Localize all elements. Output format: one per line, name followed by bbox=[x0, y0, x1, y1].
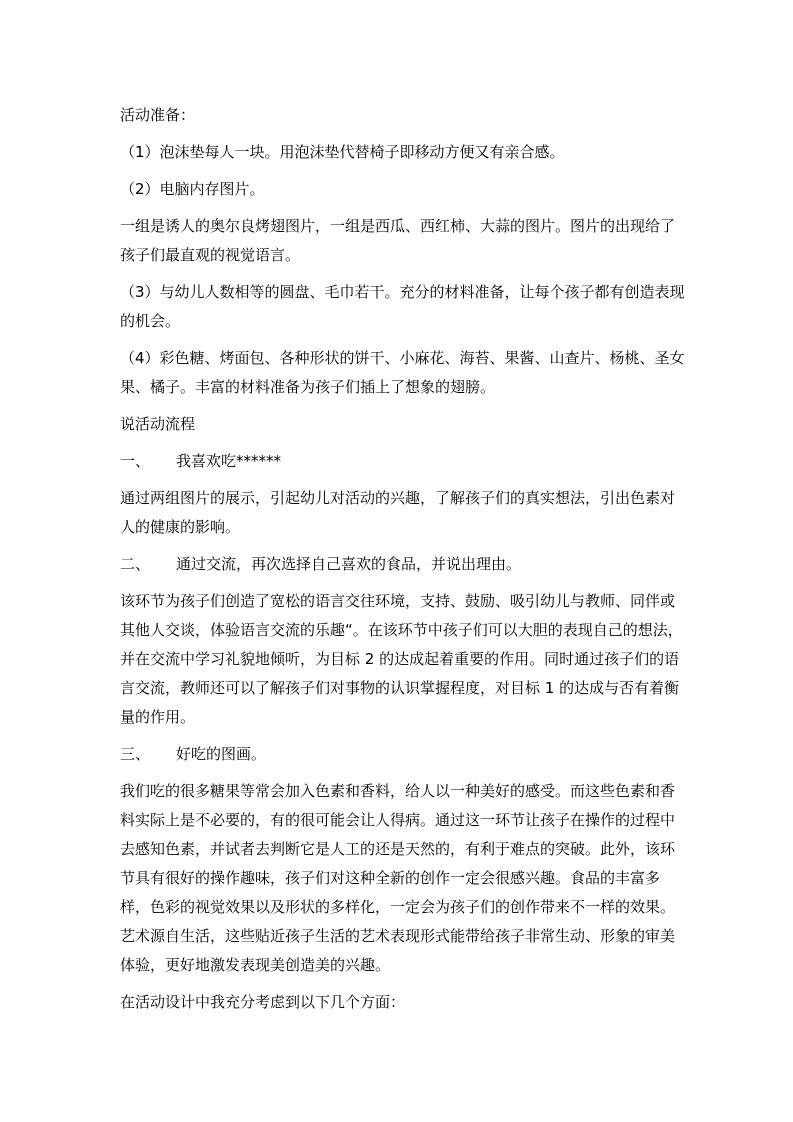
step-title: 我喜欢吃****** bbox=[176, 452, 282, 470]
step-title: 通过交流，再次选择自己喜欢的食品，并说出理由。 bbox=[176, 555, 522, 573]
section-heading-process: 说活动流程 bbox=[120, 415, 196, 433]
process-step-2-body: 该环节为孩子们创造了宽松的语言交往环境，支持、鼓励、吸引幼儿与教师、同伴或其他人交谈，体验语言交流的乐趣“。在该环节中孩子们可以大胆的表现自己的想法，并在交流中学习礼貌地倾听，为目标 2 的达成起着重要的作用。同时通过孩子们的语言交流，教师还可以了解孩子们对事物的认识掌握程度，对目标 1 的达成与否有着衡量的作用。 bbox=[120, 592, 683, 726]
preparation-item-3: （3）与幼儿人数相等的圆盘、毛巾若干。充分的材料准备，让每个孩子都有创造表现的机会。 bbox=[120, 283, 685, 330]
document-body bbox=[120, 101, 685, 1025]
step-number: 一、 bbox=[120, 452, 151, 470]
process-step-1-body: 通过两组图片的展示，引起幼儿对活动的兴趣，了解孩子们的真实想法，引出色素对人的健康的影响。 bbox=[120, 489, 676, 536]
step-title: 好吃的图画。 bbox=[176, 745, 267, 763]
process-step-3-heading bbox=[120, 740, 685, 769]
process-step-1-heading bbox=[120, 447, 685, 476]
section-heading-preparation: 活动准备： bbox=[120, 106, 196, 124]
preparation-item-2: （2）电脑内存图片。 bbox=[120, 180, 265, 198]
step-number: 二、 bbox=[120, 555, 151, 573]
preparation-item-4: （4）彩色糖、烤面包、各种形状的饼干、小麻花、海苔、果酱、山查片、杨桃、圣女果、橘子。丰富的材料准备为孩子们插上了想象的翅膀。 bbox=[120, 349, 685, 396]
process-step-3-body: 我们吃的很多糖果等常会加入色素和香料，给人以一种美好的感受。而这些色素和香料实际上是不必要的，有的很可能会让人得病。通过这一环节让孩子在操作的过程中去感知色素，并试者去判断它是人工的还是天然的，有利于难点的突破。此外，该环节具有很好的操作趣味，孩子们对这种全新的创作一定会很感兴趣。食品的丰富多样，色彩的视觉效果以及形状的多样化，一定会为孩子们的创作带来不一样的效果。艺术源自生活，这些贴近孩子生活的艺术表现形式能带给孩子非常生动、形象的审美体验，更好地激发表现美创造美的兴趣。 bbox=[120, 782, 676, 974]
design-considerations-intro: 在活动设计中我充分考虑到以下几个方面： bbox=[120, 993, 406, 1011]
preparation-item-1: （1）泡沫垫每人一块。用泡沫垫代替椅子即移动方便又有亲合感。 bbox=[120, 143, 565, 161]
preparation-item-2-detail: 一组是诱人的奥尔良烤翅图片，一组是西瓜、西红柿、大蒜的图片。图片的出现给了孩子们最直观的视觉语言。 bbox=[120, 217, 676, 264]
step-number: 三、 bbox=[120, 745, 151, 763]
process-step-2-heading bbox=[120, 550, 685, 579]
